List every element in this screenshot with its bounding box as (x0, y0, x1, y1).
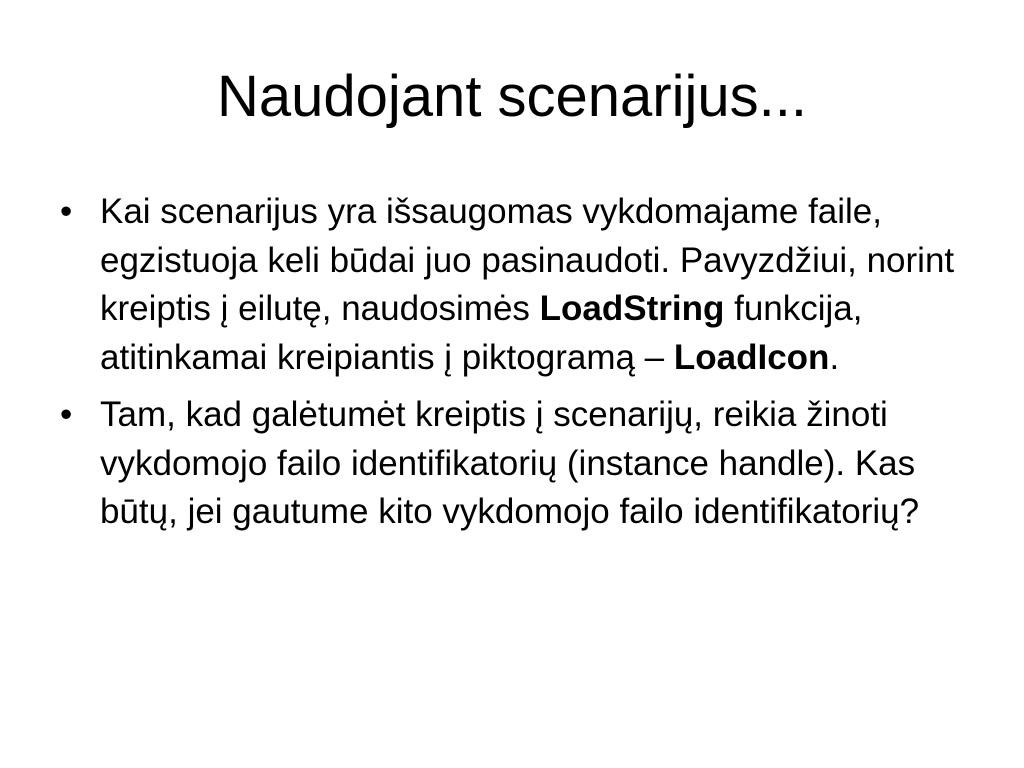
bullet-text-segment: funkcija, atitinkamai kreipiantis į piktogramą – (100, 289, 863, 377)
bullet-marker: • (60, 395, 73, 434)
bullet-marker: • (60, 192, 73, 231)
bullet-item-2 (60, 391, 960, 537)
bullet-text-segment: Tam, kad galėtumėt kreiptis į scenarijų, reikia žinoti vykdomojo failo identifikatorių (instance handle). Kas būtų, jei gautume kito vykdomojo failo identifikatorių? (100, 395, 920, 531)
loadicon-function-name: LoadIcon (673, 337, 830, 377)
bullet-text (100, 192, 954, 377)
bullet-text-segment: . (829, 337, 840, 377)
bullet-item-1 (60, 188, 960, 382)
bullet-text-segment: Kai scenarijus yra išsaugomas vykdomajame faile, egzistuoja keli būdai juo pasinaudoti. Pavyzdžiui, norint kreiptis į eilutę, naudosimės (100, 192, 955, 328)
slide-title: Naudojant scenarijus... (217, 64, 807, 129)
loadstring-function-name: LoadString (539, 289, 725, 328)
bullet-text (100, 395, 919, 531)
bullet-list (60, 188, 960, 546)
